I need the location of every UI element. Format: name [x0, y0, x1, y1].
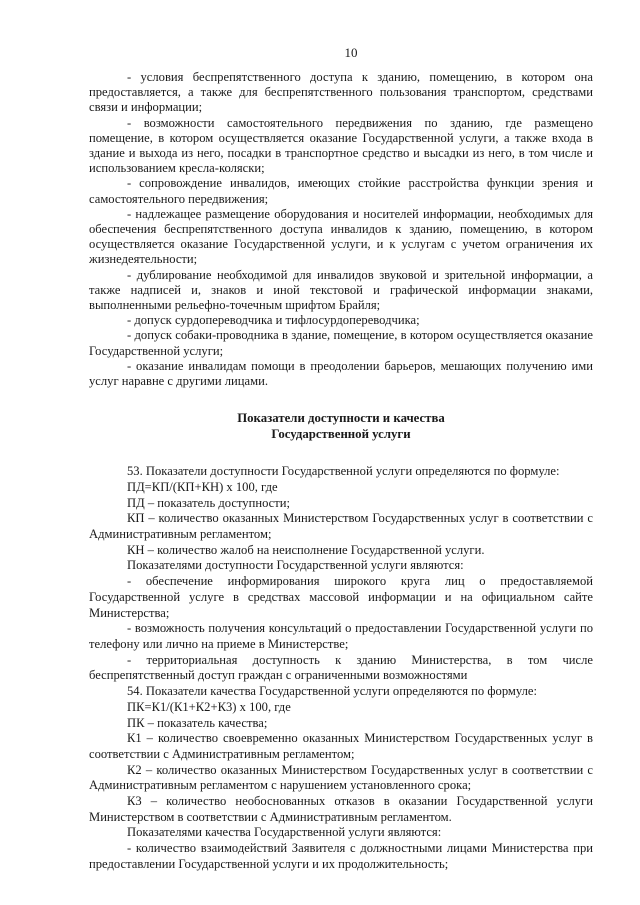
definition: ПК – показатель качества; — [127, 715, 268, 730]
section-heading-line: Показатели доступности и качества — [237, 411, 445, 426]
definition: К3 – количество необоснованных отказов в оказании Государственной услуги Министерством в соответствии с Административным регламентом. — [89, 794, 593, 824]
list-item: - количество взаимодействий Заявителя с должностными лицами Министерства при предоставлении Государственной услуги и их продолжительность; — [89, 841, 593, 871]
section-heading — [89, 411, 593, 442]
list-item: - допуск собаки-проводника в здание, помещение, в котором осуществляется оказание Государственной услуги; — [89, 328, 593, 358]
list-item: - допуск сурдопереводчика и тифлосурдопереводчика; — [127, 313, 420, 328]
formula: ПД=КП/(КП+КН) х 100, где — [127, 479, 278, 494]
list-item: - сопровождение инвалидов, имеющих стойкие расстройства функции зрения и самостоятельного передвижения; — [89, 176, 593, 206]
list-item: - возможности самостоятельного передвижения по зданию, где размещено помещение, в котором осуществляется оказание Государственной услуги, а также входа в здание и выхода из него, посадки в транспортное средство и высадки из него, в том числе и использованием кресла-коляски; — [89, 115, 593, 176]
paragraph: Показателями доступности Государственной услуги являются: — [127, 558, 464, 573]
list-item: - территориальная доступность к зданию Министерства, в том числе беспрепятственный доступ граждан с ограниченными возможностями — [89, 652, 593, 683]
indicators-section — [89, 464, 593, 872]
section-heading-line: Государственной услуги — [271, 426, 411, 441]
definition: КП – количество оказанных Министерством Государственных услуг в соответствии с Административным регламентом; — [89, 511, 593, 542]
list-item: - условия беспрепятственного доступа к зданию, помещению, в котором она предоставляется, а также для беспрепятственного пользования транспортом, средствами связи и информации; — [89, 70, 593, 115]
list-item: - обеспечение информирования широкого круга лиц о предоставляемой Государственной услуге в средствах массовой информации и на официальном сайте Министерства; — [89, 574, 593, 620]
list-item: - возможность получения консультаций о предоставлении Государственной услуги по телефону или лично на приеме в Министерстве; — [89, 621, 593, 651]
paragraph: Показателями качества Государственной услуги являются: — [127, 825, 442, 840]
definition: КН – количество жалоб на неисполнение Государственной услуги. — [127, 542, 485, 557]
definition: ПД – показатель доступности; — [127, 495, 291, 510]
accessibility-conditions-list — [89, 70, 593, 389]
list-item: - оказание инвалидам помощи в преодолении барьеров, мешающих получению ими услуг наравне с другими лицами. — [89, 358, 593, 389]
list-item: - надлежащее размещение оборудования и носителей информации, необходимых для обеспечения беспрепятственного доступа инвалидов к зданию, помещению, в котором осуществляется оказание Государственной услуги, и к услугам с учетом ограничения их жизнедеятельности; — [89, 206, 593, 267]
definition: К1 – количество своевременно оказанных Министерством Государственных услуг в соответствии с Административным регламентом; — [89, 731, 593, 761]
paragraph: 53. Показатели доступности Государственной услуги определяются по формуле: — [127, 464, 560, 479]
page-number: 10 — [344, 45, 358, 60]
formula: ПК=К1/(К1+К2+К3) х 100, где — [127, 699, 291, 714]
paragraph: 54. Показатели качества Государственной услуги определяются по формуле: — [127, 684, 538, 699]
definition: К2 – количество оказанных Министерством Государственных услуг в соответствии с Административным регламентом с нарушением установленного срока; — [89, 762, 593, 793]
list-item: - дублирование необходимой для инвалидов звуковой и зрительной информации, а также надписей и, знаков и иной текстовой и графической информации знаками, выполненными рельефно-точечным шрифтом Брайля; — [89, 267, 593, 313]
